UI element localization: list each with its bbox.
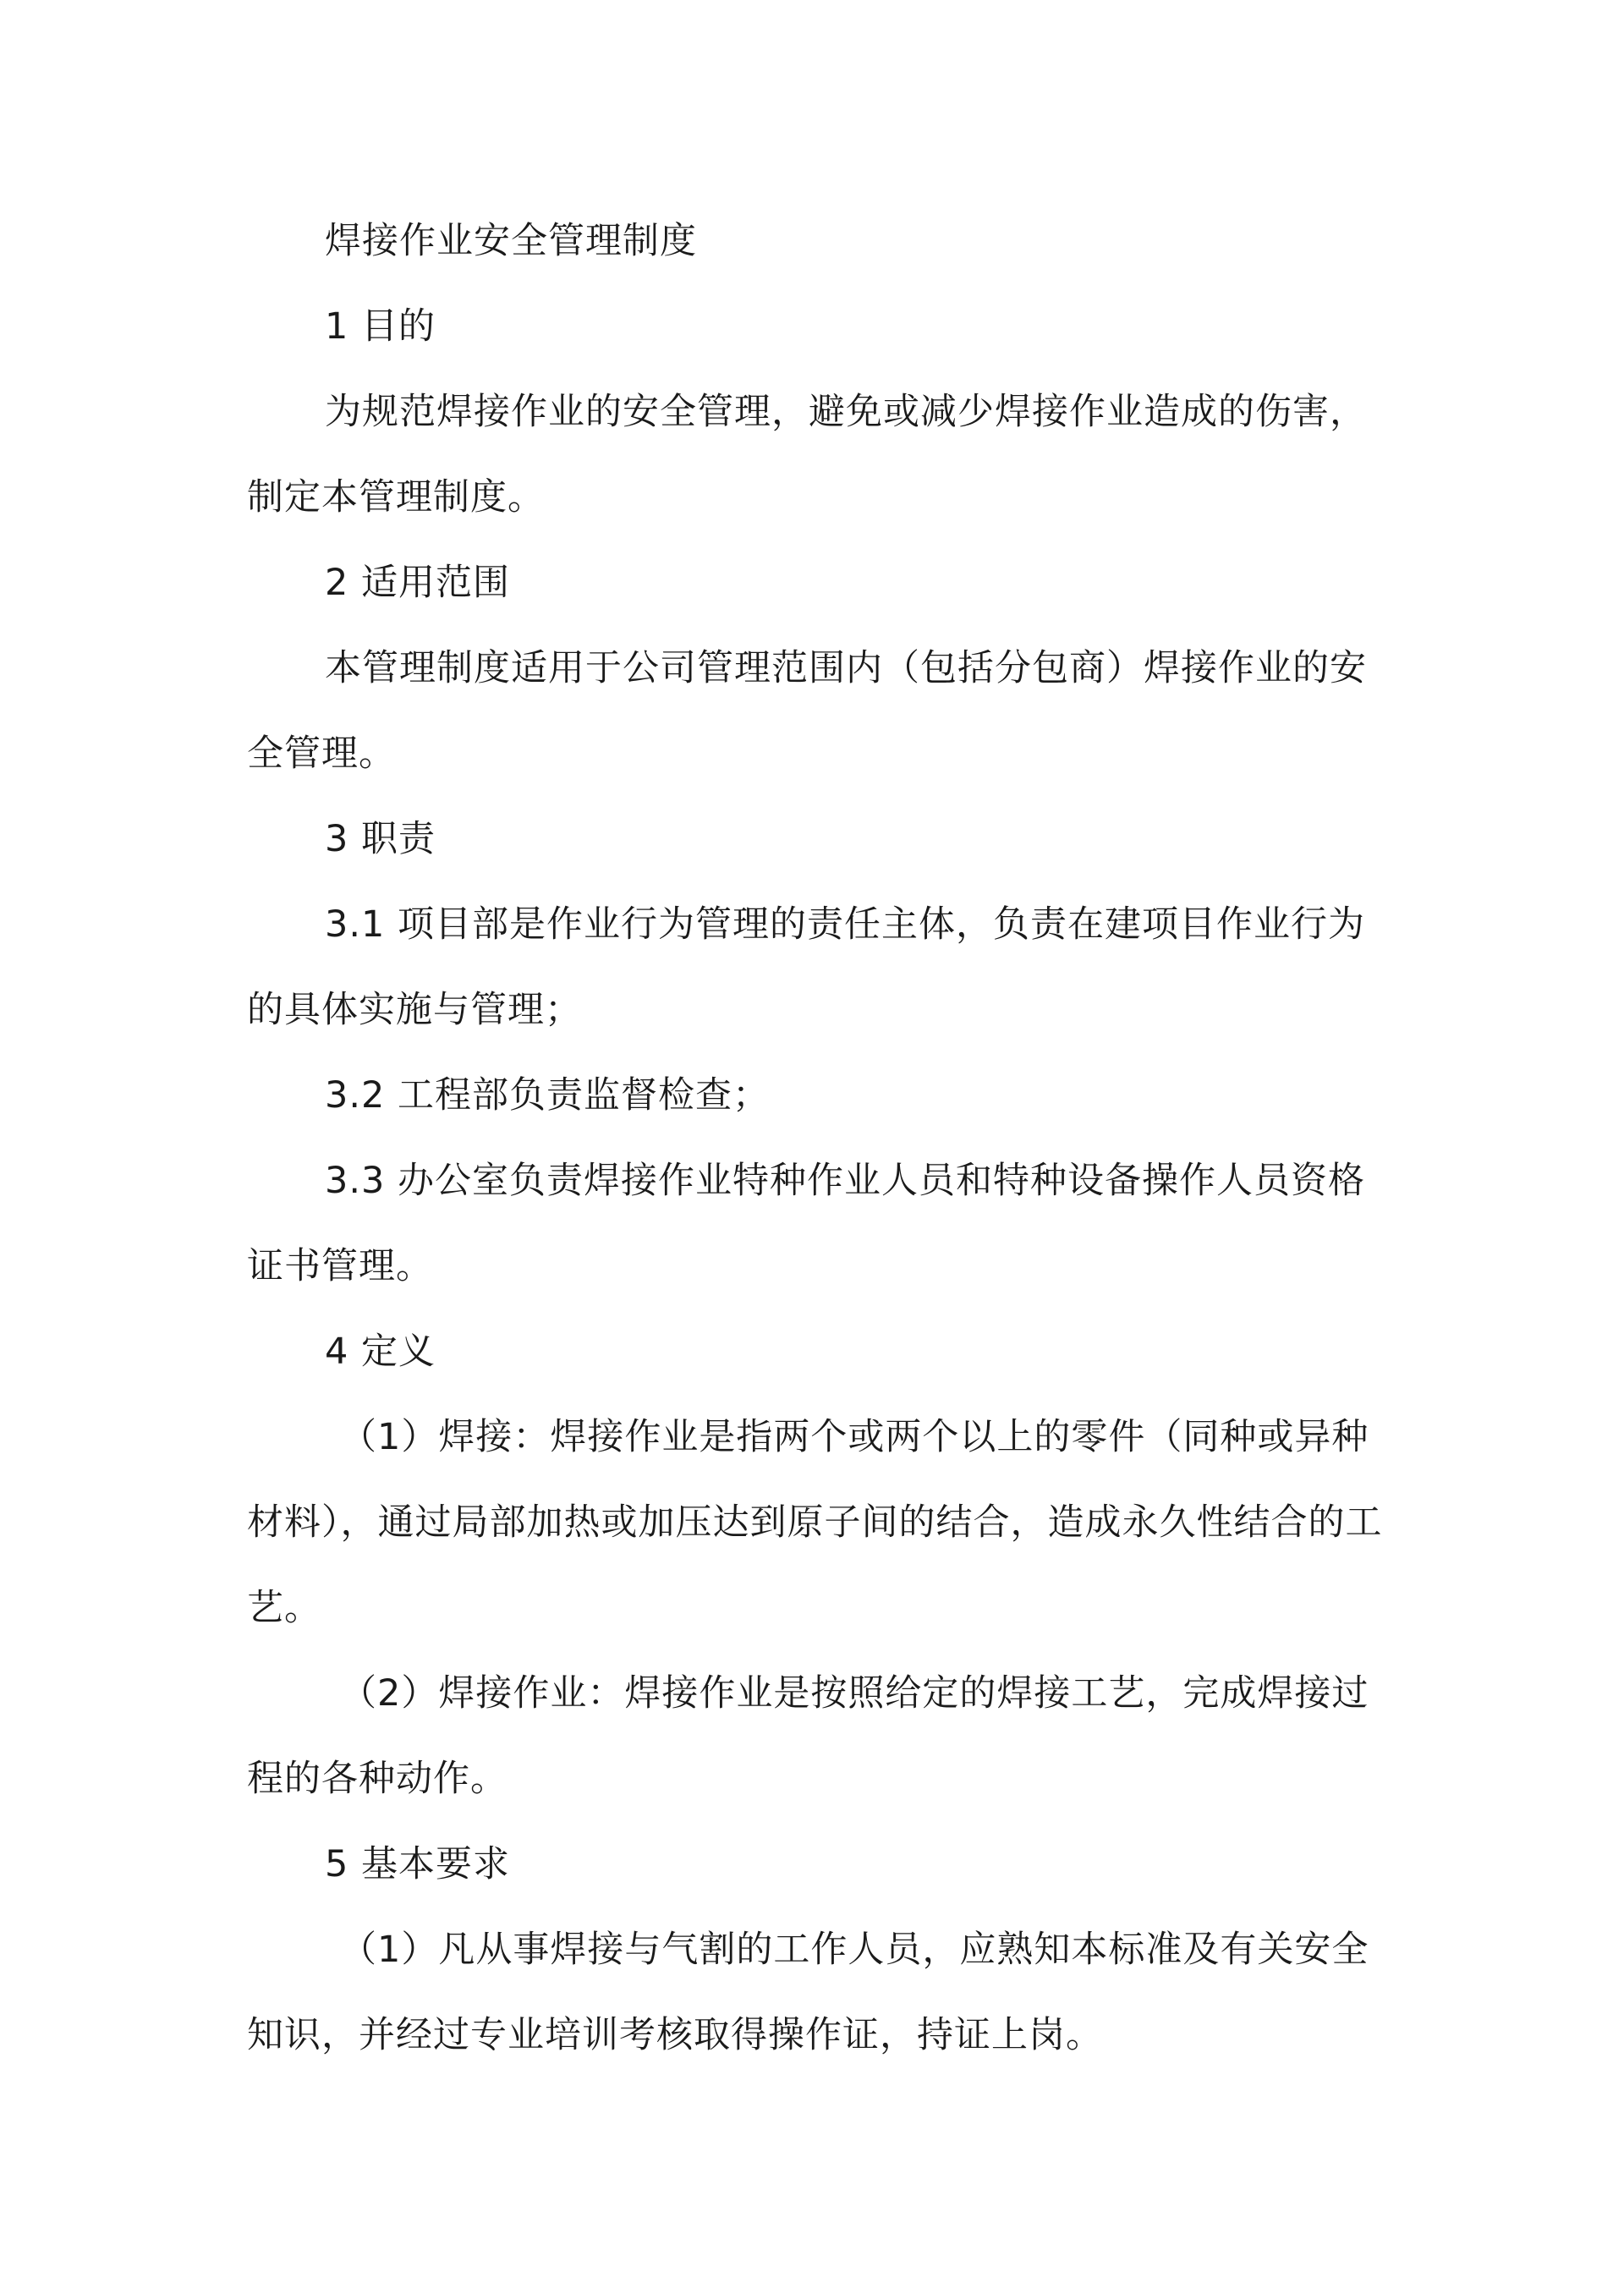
paragraph-requirement-1: （1）凡从事焊接与气割的工作人员，应熟知本标准及有关安全知识，并经过专业培训考核取得操作证，持证上岗。 [247,1929,1369,2056]
section-heading-scope: 2 适用范围 [325,562,511,604]
paragraph-responsibility-3-1: 3.1 项目部是作业行为管理的责任主体，负责在建项目作业行为的具体实施与管理； [247,903,1366,1031]
section-heading-basic-requirements: 5 基本要求 [325,1843,511,1885]
paragraph-definition-2: （2）焊接作业：焊接作业是按照给定的焊接工艺，完成焊接过程的各种动作。 [247,1672,1369,1800]
document-title: 焊接作业安全管理制度 [325,220,697,262]
section-heading-responsibilities: 3 职责 [325,818,436,860]
paragraph-responsibility-3-2: 3.2 工程部负责监督检查； [325,1074,771,1117]
paragraph-purpose: 为规范焊接作业的安全管理，避免或减少焊接作业造成的伤害，制定本管理制度。 [247,391,1367,519]
section-heading-purpose: 1 目的 [325,305,436,348]
paragraph-definition-1: （1）焊接：焊接作业是指两个或两个以上的零件（同种或异种材料），通过局部加热或加压达到原子间的结合，造成永久性结合的工艺。 [247,1416,1383,1629]
section-heading-definitions: 4 定义 [325,1331,436,1373]
document-page [247,199,1393,2078]
paragraph-scope: 本管理制度适用于公司管理范围内（包括分包商）焊接作业的安全管理。 [247,647,1367,775]
paragraph-responsibility-3-3: 3.3 办公室负责焊接作业特种作业人员和特种设备操作人员资格证书管理。 [247,1160,1366,1287]
